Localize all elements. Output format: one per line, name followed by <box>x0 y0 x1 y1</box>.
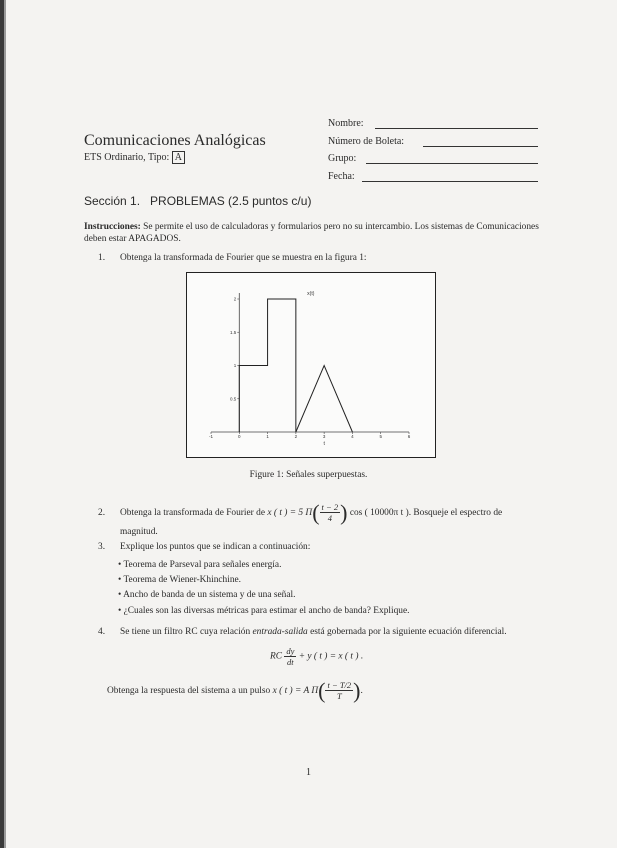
exam-type-label: ETS Ordinario, Tipo: <box>84 152 170 163</box>
grupo-field[interactable] <box>328 153 356 164</box>
y-tick-label: 2 <box>233 296 237 302</box>
q3-text: Explique los puntos que se indican a continuación: <box>120 542 311 552</box>
q4-text-a: Se tiene un filtro RC cuya relación <box>120 627 251 637</box>
chart-legend: x(t) <box>307 291 315 297</box>
q2-frac-num: t − 2 <box>321 502 339 513</box>
q4-resp-fraction <box>325 680 353 701</box>
figure-chart <box>187 273 435 457</box>
y-tick-label: 1.5 <box>230 329 237 335</box>
question-1 <box>98 252 367 265</box>
q2-paren-right: ) <box>340 499 348 525</box>
list-item: • ¿Cuales son las diversas métricas para estimar el ancho de banda? Explique. <box>118 605 410 616</box>
y-tick-label: 1 <box>233 363 237 368</box>
q3-list <box>118 560 409 621</box>
fecha-label: Fecha: <box>328 171 355 182</box>
q4-text-b: está gobernada por la siguiente ecuación diferencial. <box>310 627 507 637</box>
chart-series <box>239 299 352 432</box>
q4-equation <box>270 646 363 667</box>
q4-response <box>107 678 363 704</box>
q2-paren-left: ( <box>312 499 320 525</box>
q4-eq-den: dt <box>287 657 294 667</box>
x-tick-label: 3 <box>322 434 326 439</box>
x-tick-label: -1 <box>208 434 214 439</box>
q2-text-c: magnitud. <box>120 527 158 537</box>
q4-resp-text: Obtenga la respuesta del sistema a un pulso <box>107 686 271 696</box>
y-tick-label: 0.5 <box>230 396 237 402</box>
fecha-field[interactable] <box>328 171 355 182</box>
question-4 <box>98 626 507 639</box>
figure-1 <box>186 272 436 458</box>
series-rectangles <box>239 299 296 432</box>
grupo-line <box>366 163 538 164</box>
figure-caption: Figure 1: Señales superpuestas. <box>249 470 368 480</box>
boleta-line <box>423 146 538 147</box>
list-item: • Ancho de banda de un sistema y de una señal. <box>118 590 296 601</box>
series-triangle <box>296 366 353 433</box>
q4-text-em: entrada-salida <box>252 627 308 637</box>
q2-math-cos: cos ( 10000π t ). <box>349 508 412 518</box>
q2-fraction <box>320 502 341 523</box>
x-tick-label: 5 <box>379 434 382 439</box>
q2-text-a: Obtenga la transformada de Fourier de <box>120 508 265 518</box>
q1-text: Obtenga la transformada de Fourier que se muestra en la figura 1: <box>120 253 367 263</box>
q4-eq-num: dy <box>286 646 295 656</box>
course-title: Comunicaciones Analógicas <box>84 132 266 149</box>
q1-number: 1. <box>98 253 106 263</box>
instructions-text: Se permite el uso de calculadoras y formularios pero no su intercambio. Los sistemas de Comunicaciones deben estar APAGADOS. <box>84 222 539 244</box>
chart-xlabel: t <box>323 441 325 447</box>
grupo-label: Grupo: <box>328 153 357 164</box>
fecha-line <box>362 181 538 182</box>
chart-axes <box>211 293 409 432</box>
q4-resp-end: . <box>360 686 363 696</box>
instructions-label: Instrucciones: <box>84 222 141 232</box>
q4-resp-math: x ( t ) = A Π <box>272 686 319 696</box>
question-3 <box>98 541 311 554</box>
name-field[interactable] <box>328 118 364 129</box>
section-heading: Sección 1. PROBLEMAS (2.5 puntos c/u) <box>84 194 312 208</box>
q4-paren-left: ( <box>318 677 326 703</box>
q4-eq-derivative <box>284 646 296 667</box>
instructions <box>84 221 542 245</box>
q3-item-4: ¿Cuales son las diversas métricas para estimar el ancho de banda? Explique. <box>123 605 410 616</box>
exam-type-box: A <box>172 151 185 164</box>
x-tick-label: 0 <box>238 434 241 439</box>
x-tick-label: 1 <box>266 434 269 439</box>
q4-resp-num: t − T/2 <box>327 680 352 691</box>
q3-item-1: Teorema de Parseval para señales energía. <box>123 560 282 570</box>
q2-text-b: Bosqueje el espectro de <box>413 508 503 518</box>
name-label: Nombre: <box>328 118 364 129</box>
question-2 <box>98 499 550 539</box>
scan-edge-shadow <box>4 0 6 848</box>
x-tick-label: 4 <box>351 434 354 439</box>
q2-math-x: x ( t ) = 5 Π <box>267 508 313 518</box>
boleta-label: Número de Boleta: <box>328 136 405 147</box>
name-line <box>375 128 538 129</box>
q2-number: 2. <box>98 508 106 518</box>
list-item: • Teorema de Wiener-Khinchine. <box>118 575 242 586</box>
q4-number: 4. <box>98 627 106 637</box>
boleta-field[interactable] <box>328 136 404 147</box>
q3-number: 3. <box>98 542 106 552</box>
x-tick-label: 2 <box>294 434 298 439</box>
q3-item-3: Ancho de banda de un sistema y de una señal. <box>123 590 296 601</box>
q4-eq-rest: + y ( t ) = x ( t ) . <box>298 651 364 662</box>
x-tick-label: 6 <box>407 434 411 439</box>
page-number: 1 <box>306 767 311 778</box>
exam-subtitle <box>84 151 185 164</box>
q4-eq-rc: RC <box>270 651 282 662</box>
list-item: • Teorema de Parseval para señales energía. <box>118 560 282 570</box>
q2-frac-den: 4 <box>327 513 332 524</box>
q4-paren-right: ) <box>353 677 361 703</box>
q4-resp-den: T <box>336 691 342 702</box>
q3-item-2: Teorema de Wiener-Khinchine. <box>123 575 242 586</box>
